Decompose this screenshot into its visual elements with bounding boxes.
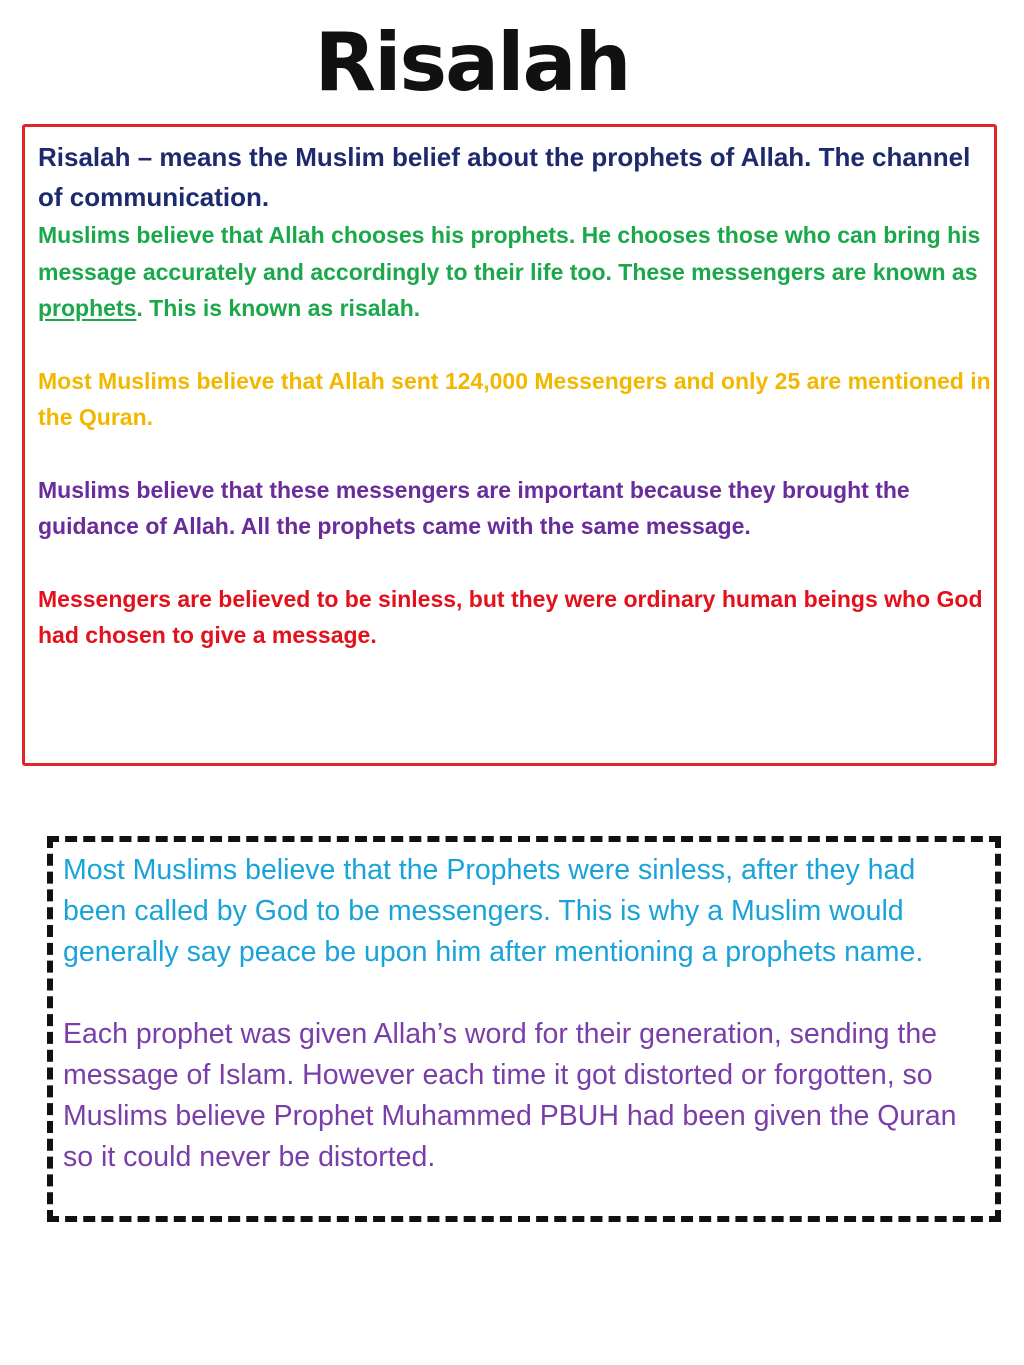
spacer bbox=[63, 973, 983, 1014]
cyan-paragraph: Most Muslims believe that the Prophets were sinless, after they had been called by God to be messengers. This is why a Muslim would generally say peace be upon him after mentioning a prophets name. bbox=[63, 854, 924, 968]
definition-content bbox=[38, 137, 993, 654]
spacer bbox=[38, 327, 993, 363]
yellow-paragraph: Most Muslims believe that Allah sent 124,000 Messengers and only 25 are mentioned in the Quran. bbox=[38, 367, 991, 430]
intro-definition: Risalah – means the Muslim belief about the prophets of Allah. The channel of communication. bbox=[38, 142, 971, 212]
green-paragraph bbox=[38, 217, 993, 327]
info-dashed-box bbox=[47, 836, 1001, 1222]
spacer bbox=[38, 436, 993, 472]
green-text-start: Muslims believe that Allah chooses his prophets. He chooses those who can bring his message accurately and accordingly to their life too. These messengers are known as bbox=[38, 222, 981, 285]
info-content bbox=[63, 850, 983, 1178]
page-title: Risalah bbox=[314, 16, 630, 109]
definition-box bbox=[22, 124, 997, 766]
purple-paragraph: Muslims believe that these messengers are important because they brought the guidance of Allah. All the prophets came with the same message. bbox=[38, 476, 910, 539]
spacer bbox=[38, 545, 993, 581]
green-text-end: . This is known as risalah. bbox=[136, 295, 421, 321]
prophets-underlined-word: prophets bbox=[38, 295, 137, 321]
red-paragraph: Messengers are believed to be sinless, but they were ordinary human beings who God had chosen to give a message. bbox=[38, 585, 983, 648]
violet-paragraph: Each prophet was given Allah’s word for their generation, sending the message of Islam. However each time it got distorted or forgotten, so Muslims believe Prophet Muhammed PBUH had been given the Quran so it could never be distorted. bbox=[63, 1018, 957, 1173]
